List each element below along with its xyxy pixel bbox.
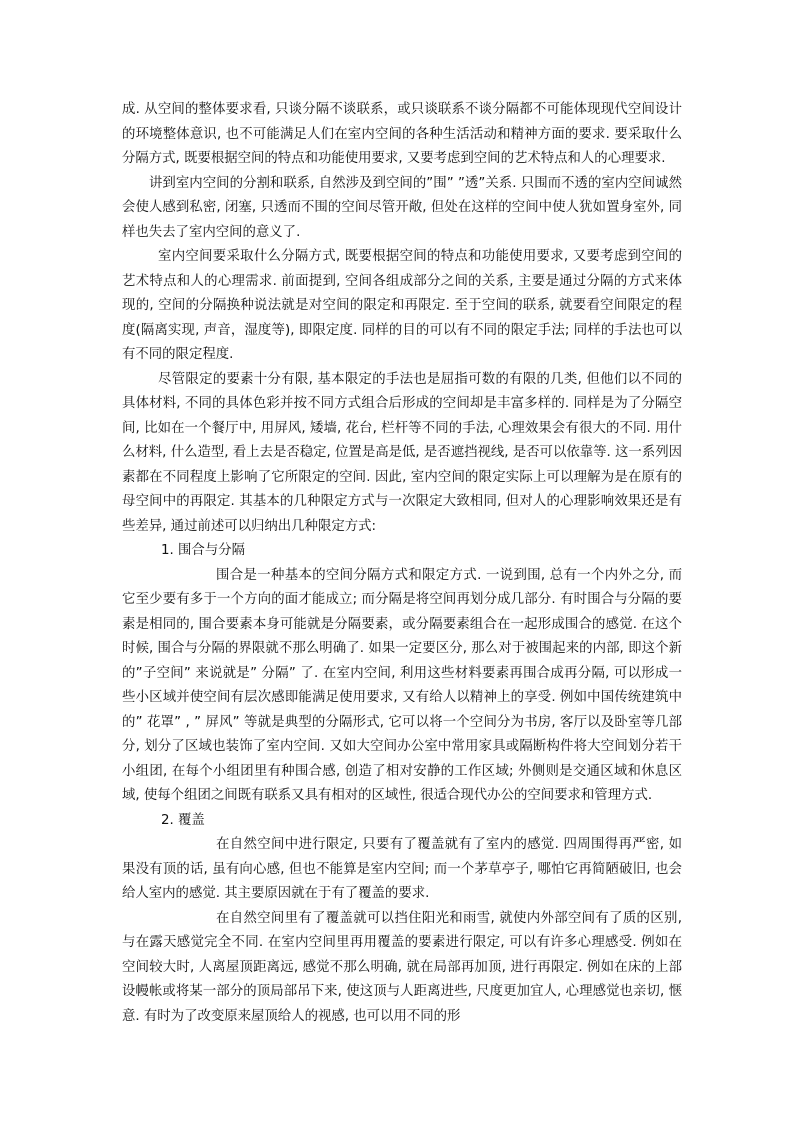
section-2-body-2: 在自然空间里有了覆盖就可以挡住阳光和雨雪, 就使内外部空间有了质的区别, 与在露天感觉完全不同. 在室内空间里再用覆盖的要素进行限定, 可以有许多心理感受. 例如在空间较大时, 人离屋顶距离远, 感觉不那么明确, 就在局部再加顶, 进行再限定. 例如在床的上部设幔帐或将某一部分的顶局部吊下来, 使这顶与人距离进些, 尺度更加宜人, 心理感觉也亲切, 惬意. 有时为了改变原来屋顶给人的视感, 也可以用不同的形 [122,910,682,1024]
paragraph-4: 尽管限定的要素十分有限, 基本限定的手法也是屈指可数的有限的几类, 但他们以不同的具体材料, 不同的具体色彩并按不同方式组合后形成的空间却是丰富多样的. 同样是为了分隔空间, 比如在一个餐厅中, 用屏风, 矮墙, 花台, 栏杆等不同的手法, 心理效果会有很大的不同. 用什么材料, 什么造型, 看上去是否稳定, 位置是高是低, 是否遮挡视线, 是否可以依靠等. 这一系列因素都在不同程度上影响了它所限定的空间. 因此, 室内空间的限定实际上可以理解为是在原有的母空间中的再限定. 其基本的几种限定方式与一次限定大致相同, 但对人的心理影响效果还是有些差异, 通过前述可以归纳出几种限定方式: [122,371,682,534]
paragraph-2: 讲到室内空间的分割和联系, 自然涉及到空间的”围” ”透”关系. 只围而不透的室内空间诚然会使人感到私密, 闭塞, 只透而不围的空间尽管开敞, 但处在这样的空间中使人犹如置身室外, 同样也失去了室内空间的意义了. [122,175,682,240]
section-2-heading: 2. 覆盖 [161,812,205,828]
paragraph-1: 成. 从空间的整体要求看, 只谈分隔不谈联系，或只谈联系不谈分隔都不可能体现现代空间设计的环境整体意识, 也不可能满足人们在室内空间的各种生活活动和精神方面的要求. 要采取什么分隔方式, 既要根据空间的特点和功能使用要求, 又要考虑到空间的艺术特点和人的心理要求. [122,102,682,166]
document-page [122,98,682,1029]
paragraph-3: 室内空间要采取什么分隔方式, 既要根据空间的特点和功能使用要求, 又要考虑到空间的艺术特点和人的心理需求. 前面提到, 空间各组成部分之间的关系, 主要是通过分隔的方式来体现的, 空间的分隔换种说法就是对空间的限定和再限定. 至于空间的联系, 就要看空间限定的程度(隔离实现, 声音，湿度等), 即限定度. 同样的目的可以有不同的限定手法; 同样的手法也可以有不同的限定程度. [122,249,682,362]
section-2-body-1: 在自然空间中进行限定, 只要有了覆盖就有了室内的感觉. 四周围得再严密, 如果没有顶的话, 虽有向心感, 但也不能算是室内空间; 而一个茅草亭子, 哪怕它再简陋破旧, 也会给人室内的感觉. 其主要原因就在于有了覆盖的要求. [122,837,682,901]
section-1-heading: 1. 围合与分隔 [161,543,245,558]
section-1-body: 围合是一种基本的空间分隔方式和限定方式. 一说到围, 总有一个内外之分, 而它至少要有多于一个方向的面才能成立; 而分隔是将空间再划分成几部分. 有时围合与分隔的要素是相同的, 围合要素本身可能就是分隔要素，或分隔要素组合在一起形成围合的感觉. 在这个时候, 围合与分隔的界限就不那么明确了. 如果一定要区分, 那么对于被围起来的内部, 即这个新的”子空间” 来说就是” 分隔” 了. 在室内空间, 利用这些材料要素再围合成再分隔, 可以形成一些小区域并使空间有层次感即能满足使用要求, 又有给人以精神上的享受. 例如中国传统建筑中的” 花罩” , ” 屏风” 等就是典型的分隔形式, 它可以将一个空间分为书房, 客厅以及卧室等几部分, 划分了区域也装饰了室内空间. 又如大空间办公室中常用家具或隔断构件将大空间划分若干小组团, 在每个小组团里有种围合感, 创造了相对安静的工作区域; 外侧则是交通区域和休息区域, 使每个组团之间既有联系又具有相对的区域性, 很适合现代办公的空间要求和管理方式. [122,567,682,803]
